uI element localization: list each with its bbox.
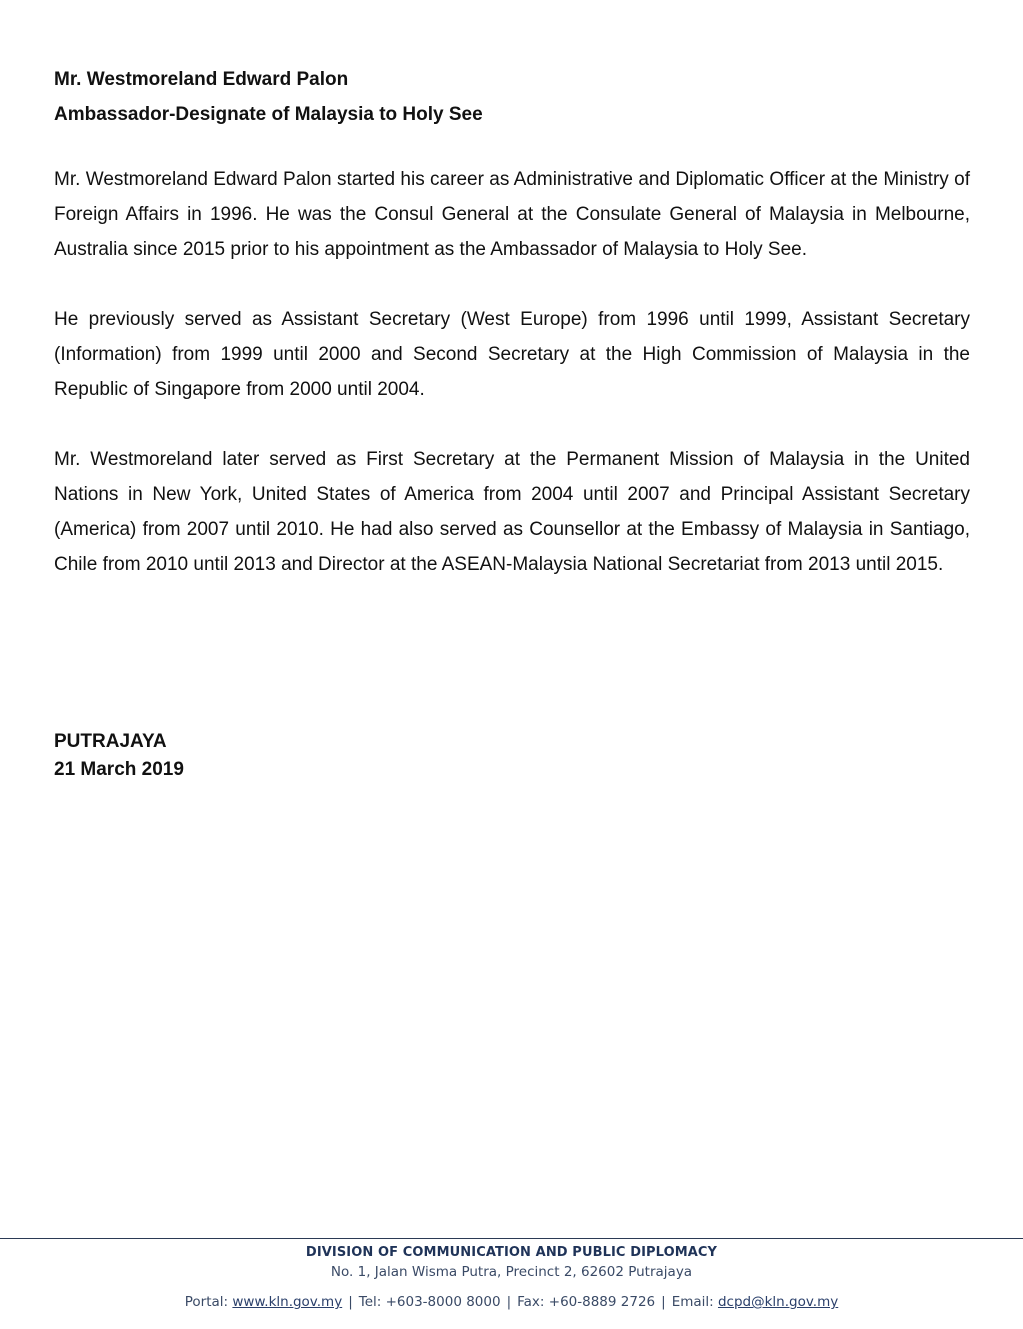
footer-divider [0,1238,1023,1239]
separator: | [348,1294,353,1310]
paragraph-early-posts: He previously served as Assistant Secretary (West Europe) from 1996 until 1999, Assistant Secretary (Information) from 1999 until 2000 and Second Secretary at the High Commission of Malaysia in the Republic of Singapore from 2000 until 2004. [54,309,970,400]
paragraph-career-start: Mr. Westmoreland Edward Palon started his career as Administrative and Diplomatic Officer at the Ministry of Foreign Affairs in 1996. He was the Consul General at the Consulate General of Malaysia in Melbourne, Australia since 2015 prior to his appointment as the Ambassador of Malaysia to Holy See. [54,169,970,260]
ambassador-title: Ambassador-Designate of Malaysia to Holy See [54,104,483,125]
email-label: Email: [671,1294,718,1310]
email-link[interactable]: dcpd@kln.gov.my [717,1294,839,1310]
separator: | [661,1294,666,1310]
body-text [54,162,970,617]
dateline [54,728,454,784]
separator: | [506,1294,512,1310]
fax-text: Fax: +60-8889 2726 [517,1294,656,1310]
footer-division-name: DIVISION OF COMMUNICATION AND PUBLIC DIPLOMACY [305,1245,718,1260]
paragraph-later-posts: Mr. Westmoreland later served as First Secretary at the Permanent Mission of Malaysia in the United Nations in New York, United States of America from 2004 until 2007 and Principal Assistant Secretary (America) from 2007 until 2010. He had also served as Counsellor at the Embassy of Malaysia in Santiago, Chile from 2010 until 2013 and Director at the ASEAN-Malaysia National Secretariat from 2013 until 2015. [54,449,970,575]
tel-text: Tel: +603-8000 8000 [358,1294,501,1310]
portal-link[interactable]: www.kln.gov.my [232,1294,343,1310]
footer-contacts [0,1292,1023,1312]
ambassador-name: Mr. Westmoreland Edward Palon [54,69,349,90]
dateline-place: PUTRAJAYA [54,731,167,752]
dateline-date: 21 March 2019 [54,759,184,780]
footer-address: No. 1, Jalan Wisma Putra, Precinct 2, 62602 Putrajaya [330,1264,693,1280]
footer [0,1243,1023,1312]
heading-block [54,62,970,132]
portal-label: Portal: [184,1294,233,1310]
